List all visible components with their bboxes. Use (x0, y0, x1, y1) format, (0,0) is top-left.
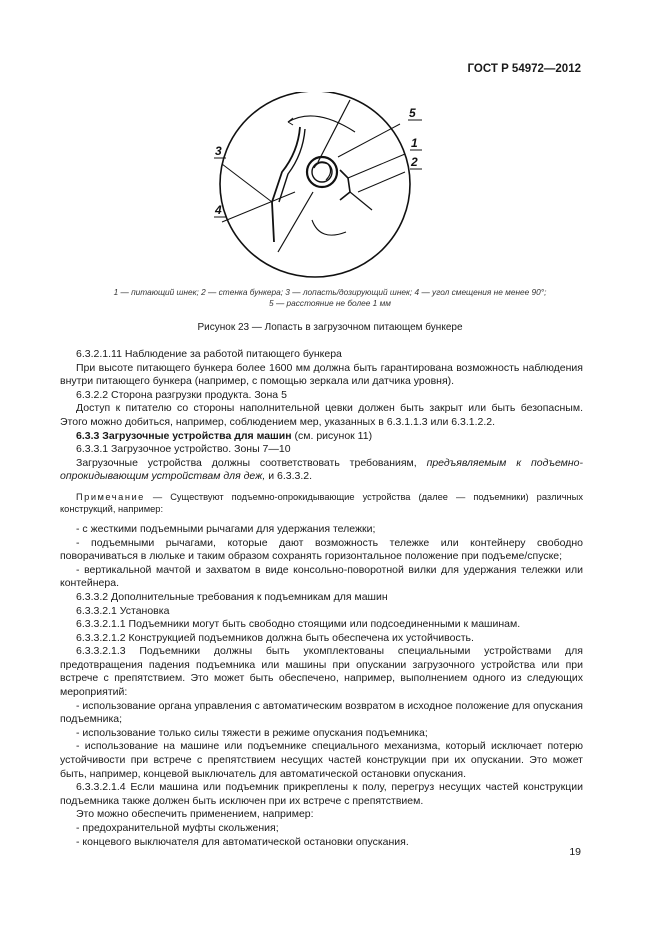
paragraph: 6.3.3.2.1.3 Подъемники должны быть укомплектованы специальными устройствами для предотвращения падения подъемника или машины при опускании загрузочного устройства или при встрече с препятствием. Это может быть обеспечено, например, выполнением одного из следующих мероприятий: (60, 645, 583, 699)
angle-arc (288, 116, 355, 132)
figure-23-blade-diagram (200, 92, 440, 282)
note (60, 491, 583, 516)
paragraph: 6.3.2.1.11 Наблюдение за работой питающего бункера (76, 348, 342, 360)
document-header: ГОСТ Р 54972—2012 (467, 63, 581, 75)
figure-label-5: 5 (409, 106, 416, 120)
angle-line-bottom (278, 192, 313, 252)
list-item: - концевого выключателя для автоматической остановки опускания. (76, 835, 409, 848)
page-number: 19 (569, 846, 581, 858)
paragraph: 6.3.3.2.1.2 Конструкцией подъемников должна быть обеспечена их устойчивость. (76, 631, 474, 644)
blade (272, 127, 300, 242)
paragraph: 6.3.3.1 Загрузочное устройство. Зоны 7—10 (76, 443, 291, 456)
list-item: - подъемными рычагами, которые дают возможность тележке или контейнеру свободно поворачиваться в люльке и таким образом сохранять горизонтальное положение при подъеме/спуске; (60, 536, 583, 563)
note-label: Примечание (76, 491, 145, 502)
legend-line-2: 5 — расстояние не более 1 мм (269, 298, 391, 308)
legend-line-1: 1 — питающий шнек; 2 — стенка бункера; 3 — лопасть/дозирующий шнек; 4 — угол смещения не менее 90°; (113, 287, 547, 297)
figure-label-4: 4 (215, 203, 222, 217)
paragraph: 6.3.2.2 Сторона разгрузки продукта. Зона 5 (76, 388, 287, 401)
note-text: — Существуют подъемно-опрокидывающие устройства (далее — подъемники) различных конструкций, например: (60, 491, 583, 515)
list-item: - вертикальной мачтой и захватом в виде консольно-поворотной вилки для удержания тележки или контейнера. (60, 563, 583, 590)
paragraph: 6.3.3.2 Дополнительные требования к подъемникам для машин (76, 590, 388, 603)
figure-label-2: 2 (411, 155, 418, 169)
text-run: Загрузочные устройства должны соответствовать требованиям, (76, 456, 427, 469)
list-item: - использование только силы тяжести в режиме опускания подъемника; (76, 726, 428, 739)
section-heading-ref: (см. рисунок 11) (291, 429, 373, 442)
paragraph: При высоте питающего бункера более 1600 мм должна быть гарантирована возможность наблюдения внутри питающего бункера (например, с помощью зеркала или датчика уровня). (60, 361, 583, 388)
list-item: - с жесткими подъемными рычагами для удержания тележки; (76, 522, 376, 535)
list-item: - использование на машине или подъемнике специального механизма, который исключает потерю устойчивости при встрече с препятствием несущих частей конструкции при их опускании. Это может быть, например, концевой выключатель для автоматической остановки опускания. (60, 740, 583, 780)
figure-label-3: 3 (215, 144, 222, 158)
text-run: и 6.3.3.2. (265, 470, 313, 483)
list-item: - использование органа управления с автоматическим возвратом в исходное положение для опускания подъемника; (60, 699, 583, 726)
paragraph (60, 457, 583, 484)
figure-caption: Рисунок 23 — Лопасть в загрузочном питающем бункере (197, 322, 463, 333)
paragraph: 6.3.3.2.1 Установка (76, 604, 170, 617)
paragraph: 6.3.3.2.1.1 Подъемники могут быть свободно стоящими или подсоединенными к машинам. (76, 618, 521, 631)
paragraph: 6.3.3.2.1.4 Если машина или подъемник прикреплены к полу, перегруз несущих частей конструкции подъемника также должен быть исключен при их встрече с препятствием. (60, 781, 583, 807)
section-heading (60, 430, 583, 444)
section-heading-bold: 6.3.3 Загрузочные устройства для машин (76, 429, 292, 442)
text-run-italic: предъявляемым к подъемно-опрокидывающим устройствам для деж, (60, 456, 583, 483)
paragraph: Доступ к питателю со стороны наполнительной цевки должен быть закрыт или быть безопасным. Этого можно добиться, например, соблюдением мер, указанных в 6.3.1.1.3 или 6.3.1.2.2. (60, 402, 583, 428)
figure-label-1: 1 (411, 136, 418, 150)
list-item: - предохранительной муфты скольжения; (76, 822, 279, 834)
document-body (60, 348, 583, 849)
paragraph: Это можно обеспечить применением, например: (76, 808, 314, 821)
